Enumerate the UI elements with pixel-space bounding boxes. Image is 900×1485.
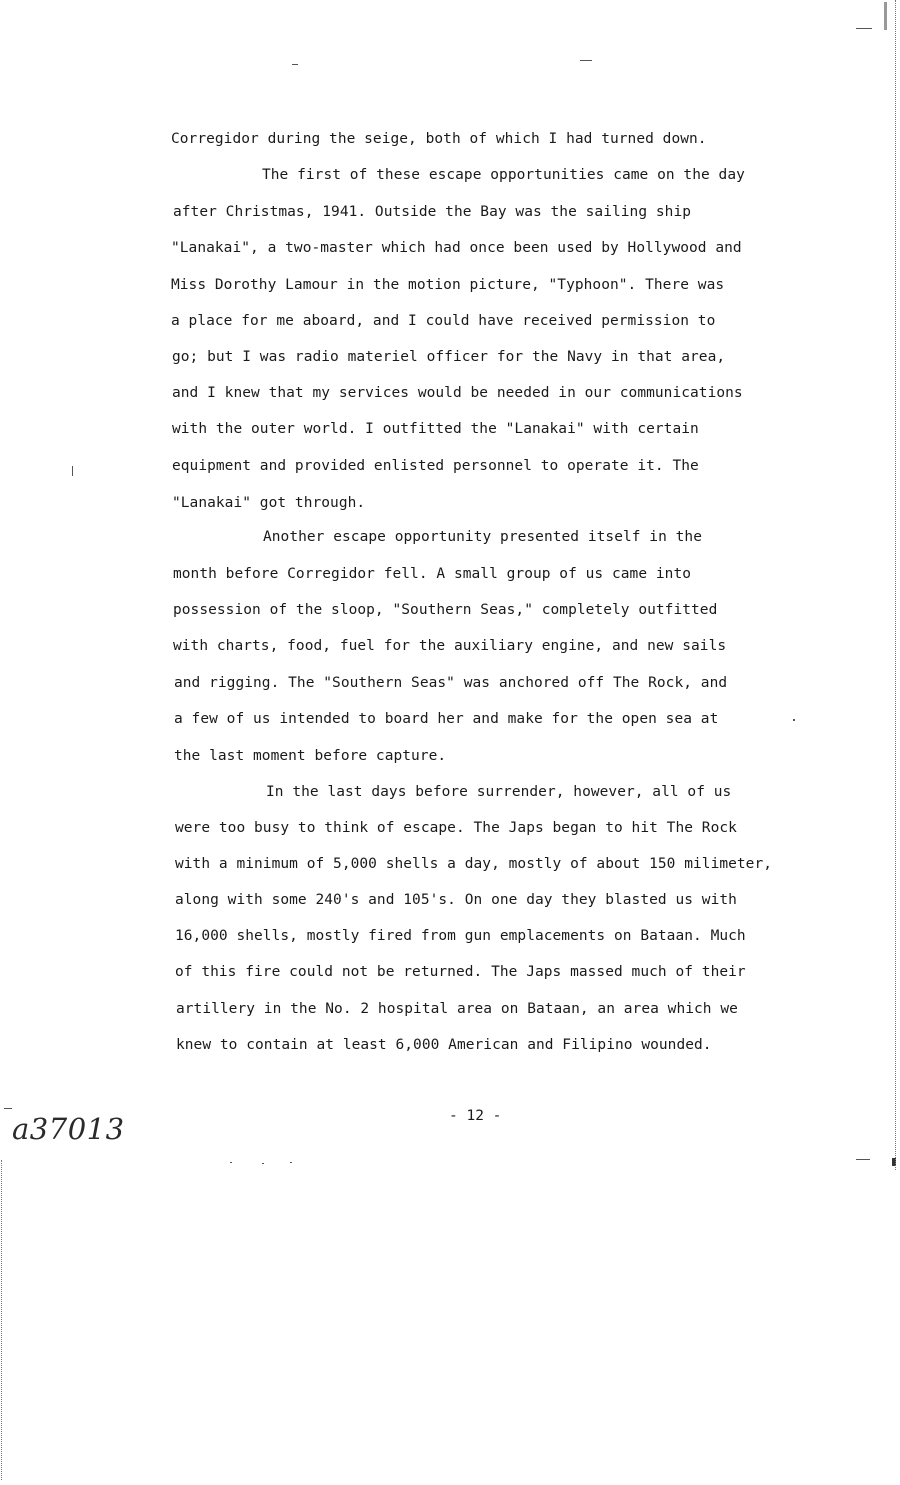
text-line: along with some 240's and 105's. On one day they blasted us with [175,892,737,908]
scan-speck [856,1159,870,1160]
text-line: The first of these escape opportunities came on the day [262,167,745,183]
text-line: "Lanakai", a two-master which had once been used by Hollywood and [171,240,742,256]
text-line: possession of the sloop, "Southern Seas," completely outfitted [173,602,718,618]
text-line: with the outer world. I outfitted the "Lanakai" with certain [172,421,699,437]
scan-speck [262,1163,264,1164]
text-line: were too busy to think of escape. The Japs began to hit The Rock [175,820,737,836]
text-line: Another escape opportunity presented itself in the [263,529,702,545]
text-line: with charts, food, fuel for the auxiliary engine, and new sails [173,638,727,654]
scan-edge-line [1,1160,2,1480]
text-line: 16,000 shells, mostly fired from gun emplacements on Bataan. Much [175,928,746,944]
text-line: knew to contain at least 6,000 American and Filipino wounded. [176,1037,712,1053]
text-line: and rigging. The "Southern Seas" was anchored off The Rock, and [174,675,728,691]
scan-speck [856,28,872,29]
text-line: "Lanakai" got through. [172,495,366,511]
scan-speck [4,1108,12,1109]
text-line: and I knew that my services would be needed in our communications [172,385,743,401]
scan-speck [290,1162,292,1163]
text-line: artillery in the No. 2 hospital area on Bataan, an area which we [176,1001,738,1017]
text-line: a few of us intended to board her and make for the open sea at [174,711,719,727]
text-line: go; but I was radio materiel officer for the Navy in that area, [172,349,726,365]
text-line: of this fire could not be returned. The Japs massed much of their [175,964,746,980]
text-line: Miss Dorothy Lamour in the motion picture, "Typhoon". There was [171,277,725,293]
scan-speck [292,64,298,65]
scan-speck [72,466,73,476]
scan-speck [580,60,592,61]
text-line: the last moment before capture. [174,748,447,764]
text-line: a place for me aboard, and I could have received permission to [171,313,716,329]
page-number: - 12 - [449,1108,502,1124]
handwritten-catalog-id: a37013 [12,1112,125,1146]
scan-edge-line [895,0,896,1170]
scan-speck [793,719,795,721]
text-line: In the last days before surrender, however, all of us [266,784,732,800]
scan-speck [884,2,887,30]
text-line: equipment and provided enlisted personnel to operate it. The [172,458,699,474]
text-line: month before Corregidor fell. A small group of us came into [173,566,692,582]
text-line: after Christmas, 1941. Outside the Bay was the sailing ship [173,204,692,220]
text-line: with a minimum of 5,000 shells a day, mostly of about 150 milimeter, [175,856,773,872]
text-line: Corregidor during the seige, both of which I had turned down. [171,131,707,147]
scan-speck [230,1162,232,1163]
